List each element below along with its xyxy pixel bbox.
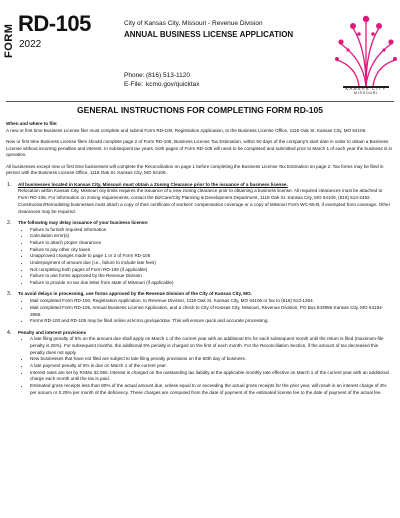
phone-label: Phone: <box>124 72 145 79</box>
logo-subtext: MISSOURI <box>353 91 379 95</box>
intro-paragraph-2: New or first time Business License filers should complete page 2 of Form RD-105, Business License Tax Estimation, within 60 days of the company's start date in order to obtain a Business License without incurring penalties and interest. In subsequent tax years, both pages of Form RD-105 will need to be completed and submitted prior to March 1 of each year the business is in operation. <box>6 139 393 158</box>
contact-block <box>124 71 199 89</box>
section-2: 2. The following may delay issuance of your business license: • Failure to furnish required information • Calculation error(s) • Failure to attach proper clearances • Failure to pay other city taxes • Unapproved changes made to page 1 or 2 of Form RD-105 • Underpayment of amount due (i.e., failure to include late fees) • Not completing both pages of Form RD-105 (if applicable) • Failure to use forms approved by the Revenue Division • Failure to provide no tax due letter from state of Missouri (if applicable) <box>6 220 394 287</box>
instructions-body <box>6 121 394 397</box>
section-4: 4. Penalty and interest provisions • A late filing penalty of 5% on the amount due shall apply on March 1 of the current year with an additional 5% for each subsequent month until the return is filed (maximum-file penalty is 25%). For subsequent months, the additional 5% penalty is charged on the first of each month. For the Reconciliation Section, if the amount of tax decreased this penalty does not apply. • New businesses that have not filed are subject to late filing penalty provisions on the 60th day of business. • A late payment penalty of 5% is due on March 1 of the current year. • Interest rates are set by RSMo 32.065. Interest is charged on the outstanding tax liability at the applicable monthly rate effective on March 1 of the current year with an additional charge each month until the tax is paid. • Estimated gross receipts less than 80% of the actual amount due, unless equal to or exceeding the actual gross receipts for the prior year, will result in an interest charge of 3% per annum or 0.25% per month of the deficiency. These charges are computed from the date of payment of the estimated license fee to the date of payment of the actual fee. <box>6 330 394 397</box>
list-item: • Failure to attach proper clearances <box>30 240 394 247</box>
section-1: 1. All businesses located in Kansas City, Missouri must obtain a Zoning Clearance prior to the issuance of a business license. Relocation within Kansas City, Missouri city limits requires the issuance of a new zoning clearance prior to obtaining a business license. All required clearances must be attached to Form RD-105. For information on zoning requirements, contact the BizCare/City Planning & Development Department, 1118 Oak St. Kansas City, MO 64106, (816) 513-2492. Construction/Remodeling businesses must attach a copy of their certificate of workers' compensation coverage or a copy of Missouri Form WC-65-B, if exempted from coverage. Other clearances may be required. <box>6 182 394 216</box>
section-2-heading: The following may delay issuance of your business license: <box>18 219 149 225</box>
instructions-title: GENERAL INSTRUCTIONS FOR COMPLETING FORM RD-105 <box>77 105 323 115</box>
section-4-heading: Penalty and interest provisions <box>18 329 87 335</box>
list-item: • Failure to furnish required information <box>30 227 394 234</box>
list-item: • Failure to provide no tax due letter from state of Missouri (if applicable) <box>30 280 394 287</box>
section-3-heading: To avoid delays in processing, use forms approved by the Revenue Division of the City of Kansas City, MO. <box>18 291 252 297</box>
section-3: 3. To avoid delays in processing, use forms approved by the Revenue Division of the City of Kansas City, MO. • Mail completed Form RD-100, Registration Application, to Revenue Division, 1118 Oak St. Kansas City, MO 64106 or fax to (816) 513-1264. • Mail completed Form RD-105, Annual Business License Application, and a check to City of Kansas City, Missouri, Revenue Division, PO Box 843956 Kansas City, MO 64184-3956. • Forms RD-100 and RD-105 may be filed online at kcmo.gov/quicktax. This will ensure quick and accurate processing. <box>6 291 394 325</box>
efile-label: E-File: <box>124 81 143 88</box>
section-1-text: Relocation within Kansas City, Missouri city limits requires the issuance of a new zoning clearance prior to obtaining a business license. All required clearances must be attached to Form RD-105. For information on zoning requirements, contact the BizCare/City Planning & Development Department, 1118 Oak St. Kansas City, MO 64106, (816) 513-2492. Construction/Remodeling businesses must attach a copy of their certificate of workers' compensation coverage or a copy of Missouri Form WC-65-B, if exempted from coverage. Other clearances may be required. <box>18 188 391 214</box>
city-line: City of Kansas City, Missouri - Revenue Division <box>124 20 263 27</box>
efile-link[interactable]: kcmo.gov/quicktax <box>146 81 200 88</box>
list-item: • Estimated gross receipts less than 80% of the actual amount due, unless equal to or exceeding the actual gross receipts for the prior year, will result in an interest charge of 3% per annum or 0.25% per month of the deficiency. These charges are computed from the date of payment of the estimated license fee to the date of payment of the actual fee. <box>30 383 394 396</box>
list-item: • Failure to use forms approved by the Revenue Division <box>30 273 394 280</box>
list-item: • Underpayment of amount due (i.e., failure to include late fees) <box>30 260 394 267</box>
form-year: 2022 <box>19 39 42 50</box>
list-item: • Mail completed Form RD-100, Registration Application, to Revenue Division, 1118 Oak St. Kansas City, MO 64106 or fax to (816) 513-1264. <box>30 298 394 305</box>
list-item: • Not completing both pages of Form RD-105 (if applicable) <box>30 267 394 274</box>
phone-value: (816) 513-1120 <box>146 72 190 79</box>
list-item: • Interest rates are set by RSMo 32.065. Interest is charged on the outstanding tax liability at the applicable monthly rate effective on March 1 of the current year with an additional charge each month until the tax is paid. <box>30 370 394 383</box>
list-item: • Forms RD-100 and RD-105 may be filed online at kcmo.gov/quicktax. This will ensure quick and accurate processing. <box>30 318 394 325</box>
list-item: • A late filing penalty of 5% on the amount due shall apply on March 1 of the current year with an additional 5% for each subsequent month until the return is filed (maximum-file penalty is 25%). For subsequent months, the additional 5% penalty is charged on the first of each month. For the Reconciliation Section, if the amount of tax decreased this penalty does not apply. <box>30 336 394 356</box>
list-item: • Mail completed Form RD-105, Annual Business License Application, and a check to City of Kansas City, Missouri, Revenue Division, PO Box 843956 Kansas City, MO 64184-3956. <box>30 305 394 318</box>
section-2-list <box>18 227 394 287</box>
form-number: RD-105 <box>18 11 91 36</box>
list-item: • New businesses that have not filed are subject to late filing penalty provisions on the 60th day of business. <box>30 356 394 363</box>
header-divider <box>6 101 394 102</box>
application-title: ANNUAL BUSINESS LICENSE APPLICATION <box>124 30 294 39</box>
section-1-heading: All businesses located in Kansas City, Missouri must obtain a Zoning Clearance prior to the issuance of a business license. <box>18 181 288 187</box>
list-item: • Unapproved changes made to page 1 or 2 of Form RD-105 <box>30 253 394 260</box>
section-3-list <box>18 298 394 325</box>
intro-heading: When and where to file: <box>6 121 58 126</box>
list-item: • Calculation error(s) <box>30 233 394 240</box>
section-4-list <box>18 336 394 396</box>
logo-wordmark: KANSAS CITY <box>345 86 387 91</box>
intro-paragraph-3: All businesses except new or first time businesses will complete the Reconciliation on page 1 before completing the Business License Tax Estimation on page 2. Tax forms may be filed in person with the Business License Office, 1118 Oak St. Kansas City, MO 64106. <box>6 163 384 176</box>
list-item: • Failure to pay other city taxes <box>30 247 394 254</box>
form-vertical-label: FORM <box>3 23 15 58</box>
intro-paragraph-1: A new or first time Business License filer must complete and submit Form RD-100, Registration Application, to the Business License Office, 1118 Oak St. Kansas City, MO 64106. <box>6 127 367 133</box>
list-item: • A late payment penalty of 5% is due on March 1 of the current year. <box>30 363 394 370</box>
kansas-city-fountain-logo <box>333 14 399 90</box>
